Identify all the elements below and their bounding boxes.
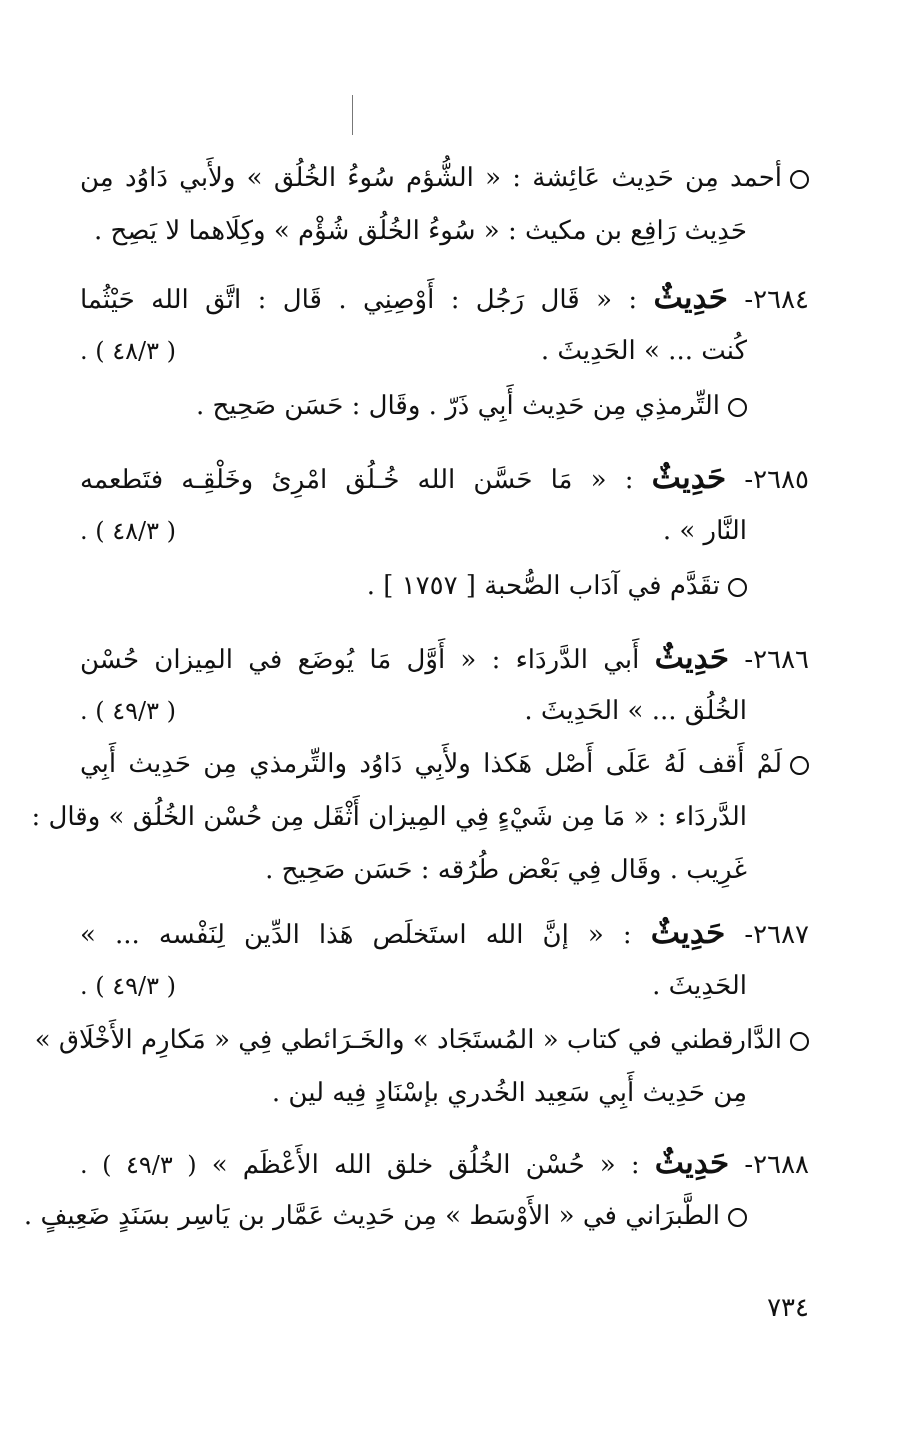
hadith-2686-line2: الخُلُق ... » الحَدِيثَ . [524, 696, 747, 726]
hadith-2685-ref: ( ٤٨/٣ ) . [80, 517, 177, 545]
intro-note-line: حَدِيث رَافِع بن مكيث : « سُوءُ الخُلُق شُؤْم » وكِلَاهما لا يَصِح . [94, 216, 747, 246]
header-rule [80, 95, 809, 135]
hadith-2687-line2: الحَدِيثَ . [652, 971, 747, 1001]
hadith-2684-line2: كُنت ... » الحَدِيثَ . [540, 336, 747, 366]
page-number: ٧٣٤ [767, 1293, 809, 1323]
circle-bullet-icon [728, 398, 747, 417]
circle-bullet-icon [728, 1208, 747, 1227]
page [23, 0, 810, 1434]
hadith-2686-note-line: غَرِيب . وقَال فِي بَعْض طُرُقه : حَسَن صَحِيح . [265, 855, 747, 885]
hadith-2685-line2: النَّار » . [662, 516, 747, 546]
hadith-2685-line1: ٢٦٨٥- حَدِيثٌ : « مَا حَسَّن الله خُـلُق امْرِئ وخَلْقِـه فتَطعمه [80, 460, 809, 496]
hadith-2687-note-line: الدَّارقطني في كتاب « المُستَجَاد » والخَـرَائطي فِي « مَكارِم الأَخْلَاق » [80, 1014, 809, 1066]
hadith-2688-line1: ٢٦٨٨- حَدِيثٌ : « حُسْن الخُلُق خلق الله الأَعْظَم » ( ٤٩/٣ ) . [80, 1145, 810, 1181]
circle-bullet-icon [790, 170, 809, 189]
hadith-2684-note: التِّرمذِي مِن حَدِيث أَبِي ذَرّ . وقَال : حَسَن صَحِيح . [80, 380, 747, 432]
circle-bullet-icon [728, 578, 747, 597]
hadith-2686-ref: ( ٤٩/٣ ) . [80, 697, 177, 725]
hadith-2687-note-line: مِن حَدِيث أَبِي سَعِيد الخُدري بإسْنَادٍ فِيه لين . [271, 1078, 747, 1108]
intro-note-line: أحمد مِن حَدِيث عَائِشة : « الشُّؤم سُوءُ الخُلُق » ولأَبي دَاوُد مِن [80, 152, 809, 204]
hadith-2688-note: الطَّبرَاني في « الأَوْسَط » مِن حَدِيث عَمَّار بن يَاسِر بسَنَدٍ ضَعِيفٍ . [80, 1190, 747, 1242]
hadith-2685-note: تقَدَّم في آدَاب الصُّحبة [ ١٧٥٧ ] . [80, 560, 747, 612]
hadith-2686-note-line: لَمْ أَقف لَهُ عَلَى أَصْل هَكذا ولأَبِي دَاوُد والتِّرمذي مِن حَدِيث أَبِي [80, 738, 809, 790]
circle-bullet-icon [790, 1032, 809, 1051]
hadith-2686-line1: ٢٦٨٦- حَدِيثٌ أَبي الدَّردَاء : « أَوَّل مَا يُوضَع في المِيزان حُسْن [80, 640, 809, 676]
hadith-2687-ref: ( ٤٩/٣ ) . [80, 972, 177, 1000]
circle-bullet-icon [790, 756, 809, 775]
hadith-2686-note-line: الدَّردَاء : « مَا مِن شَيْءٍ فِي المِيزان أَثْقَل مِن حُسْن الخُلُق » وقال : [31, 802, 747, 832]
hadith-2684-ref: ( ٤٨/٣ ) . [80, 337, 177, 365]
hadith-2684-line1: ٢٦٨٤- حَدِيثٌ : « قَال رَجُل : أَوْصِنِي . قَال : اتَّق الله حَيْثُما [80, 280, 809, 316]
hadith-2687-line1: ٢٦٨٧- حَدِيثٌ : « إنَّ الله استَخلَص هَذا الدِّين لِنَفْسه ... » [80, 915, 810, 951]
